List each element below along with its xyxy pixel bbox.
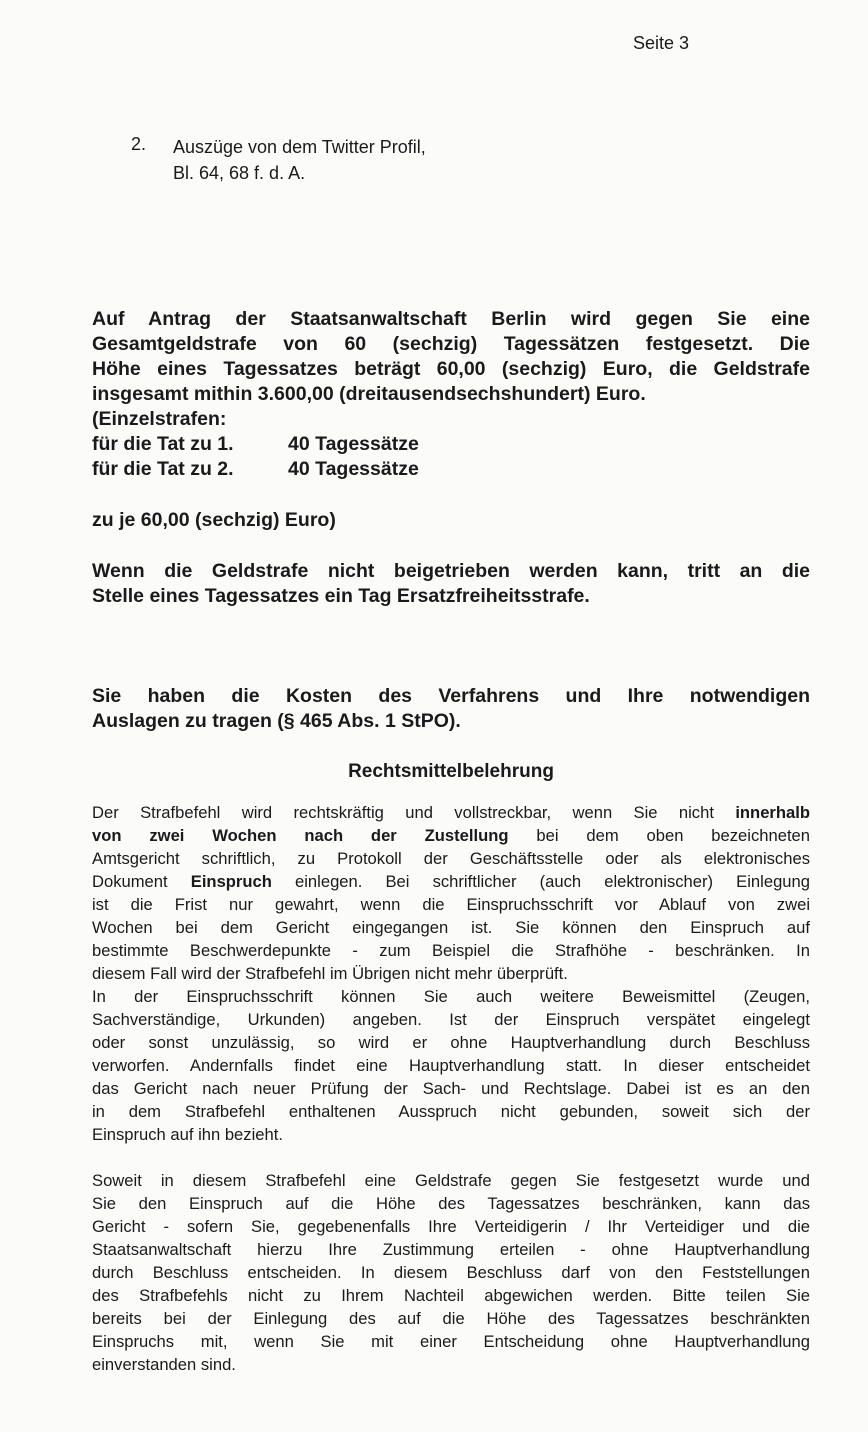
costs-line: Sie haben die Kosten des Verfahrens und Ihre notwendigen <box>92 685 810 707</box>
para-line: in dem Strafbefehl enthaltenen Ausspruch nicht gebunden, soweit sich der <box>92 1102 810 1121</box>
evidence-item <box>173 134 426 186</box>
para-line: diesem Fall wird der Strafbefehl im Übrigen nicht mehr überprüft. <box>92 964 568 983</box>
para-text: einlegen. Bei schriftlicher (auch elektronischer) Einlegung <box>271 872 810 891</box>
substitute-line: Wenn die Geldstrafe nicht beigetrieben werden kann, tritt an die <box>92 560 810 582</box>
costs-line: Auslagen zu tragen (§ 465 Abs. 1 StPO). <box>92 710 461 732</box>
para-line: oder sonst unzulässig, so wird er ohne Hauptverhandlung durch Beschluss <box>92 1033 810 1052</box>
substitute-line: Stelle eines Tagessatzes ein Tag Ersatzfreiheitsstrafe. <box>92 585 590 607</box>
para-line: durch Beschluss entscheiden. In diesem Beschluss darf von den Feststellungen <box>92 1263 810 1282</box>
instruction-paragraph-2 <box>92 985 810 1146</box>
para-line: bereits bei der Einlegung des auf die Höhe des Tagessatzes beschränkten <box>92 1309 810 1328</box>
penalty-line: Höhe eines Tagessatzes beträgt 60,00 (sechzig) Euro, die Geldstrafe <box>92 358 810 380</box>
einzelstrafen-label: (Einzelstrafen: <box>92 408 227 430</box>
para-text: Der Strafbefehl wird rechtskräftig und vollstreckbar, wenn Sie nicht <box>92 803 736 822</box>
para-line: Staatsanwaltschaft hierzu Ihre Zustimmung erteilen - ohne Hauptverhandlung <box>92 1240 810 1259</box>
para-line: Einspruchs mit, wenn Sie mit einer Entscheidung ohne Hauptverhandlung <box>92 1332 810 1351</box>
para-line: Einspruch auf ihn bezieht. <box>92 1125 283 1144</box>
tat-label: für die Tat zu 2. <box>92 458 234 480</box>
para-line: des Strafbefehls nicht zu Ihrem Nachteil abgewichen werden. Bitte teilen Sie <box>92 1286 810 1305</box>
page-number: Seite 3 <box>633 33 690 53</box>
para-line: Sie den Einspruch auf die Höhe des Tagessatzes beschränken, kann das <box>92 1194 810 1213</box>
instruction-paragraph-3 <box>92 1169 810 1376</box>
para-line: Soweit in diesem Strafbefehl eine Geldstrafe gegen Sie festgesetzt wurde und <box>92 1171 810 1190</box>
evidence-number: 2. <box>131 134 147 154</box>
para-line <box>92 801 810 824</box>
para-line: In der Einspruchsschrift können Sie auch weitere Beweismittel (Zeugen, <box>92 987 810 1006</box>
per-day-amount: zu je 60,00 (sechzig) Euro) <box>92 509 336 531</box>
substitute-paragraph <box>92 559 810 609</box>
evidence-line: Bl. 64, 68 f. d. A. <box>173 163 306 183</box>
tat-value: 40 Tagessätze <box>288 458 419 480</box>
para-line: ist die Frist nur gewahrt, wenn die Einspruchsschrift vor Ablauf von zwei <box>92 895 810 914</box>
para-text: Dokument <box>92 872 191 891</box>
para-line: einverstanden sind. <box>92 1355 236 1374</box>
section-heading: Rechtsmittelbelehrung <box>348 761 554 782</box>
para-line: bestimmte Beschwerdepunkte - zum Beispiel die Strafhöhe - beschränken. In <box>92 941 810 960</box>
para-line: verworfen. Andernfalls findet eine Hauptverhandlung statt. In dieser entscheidet <box>92 1056 810 1075</box>
para-text-bold: Einspruch <box>190 872 272 891</box>
tat-label: für die Tat zu 1. <box>92 433 234 455</box>
penalty-line: Gesamtgeldstrafe von 60 (sechzig) Tagessätzen festgesetzt. Die <box>92 333 810 355</box>
para-line: Wochen bei dem Gericht eingegangen ist. Sie können den Einspruch auf <box>92 918 810 937</box>
para-line <box>92 824 810 847</box>
evidence-line: Auszüge von dem Twitter Profil, <box>173 137 426 157</box>
penalty-line: insgesamt mithin 3.600,00 (dreitausendsechshundert) Euro. <box>92 383 646 405</box>
tat-value: 40 Tagessätze <box>288 433 419 455</box>
penalty-paragraph <box>92 307 810 482</box>
para-line: das Gericht nach neuer Prüfung der Sach- und Rechtslage. Dabei ist es an den <box>92 1079 810 1098</box>
penalty-line: Auf Antrag der Staatsanwaltschaft Berlin wird gegen Sie eine <box>92 308 810 330</box>
para-text: bei dem oben bezeichneten <box>508 826 811 845</box>
para-line <box>92 870 810 893</box>
costs-paragraph <box>92 684 810 734</box>
instruction-paragraph-1 <box>92 801 810 985</box>
tat-row <box>92 457 810 482</box>
para-line: Amtsgericht schriftlich, zu Protokoll der Geschäftsstelle oder als elektronisches <box>92 849 810 868</box>
para-line: Sachverständige, Urkunden) angeben. Ist der Einspruch verspätet eingelegt <box>92 1010 810 1029</box>
para-text-bold: von zwei Wochen nach der Zustellung <box>92 826 509 845</box>
para-text-bold: innerhalb <box>735 803 810 822</box>
para-line: Gericht - sofern Sie, gegebenenfalls Ihre Verteidigerin / Ihr Verteidiger und die <box>92 1217 810 1236</box>
tat-row <box>92 432 810 457</box>
